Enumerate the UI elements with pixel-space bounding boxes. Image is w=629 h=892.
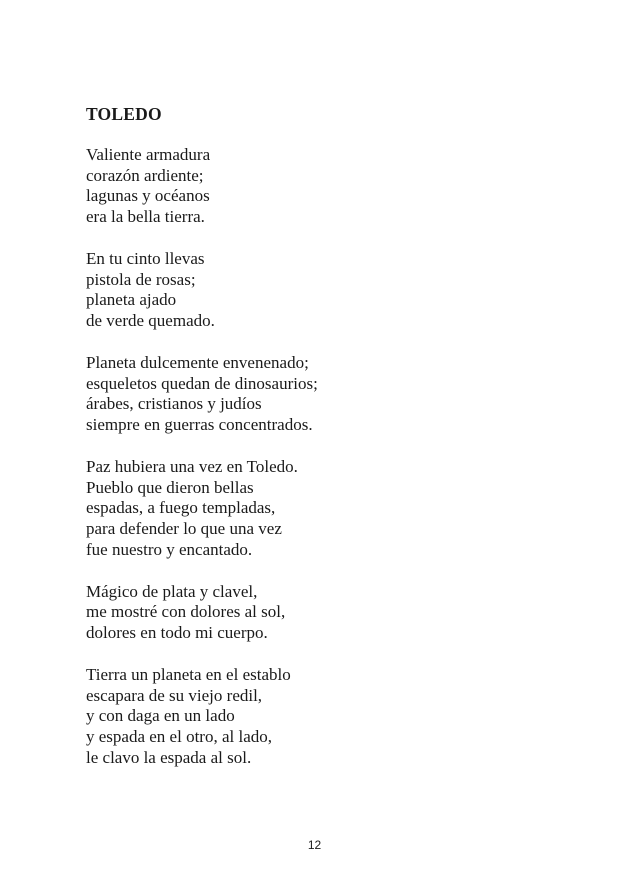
- poem: [86, 104, 566, 790]
- poem-line: y espada en el otro, al lado,: [86, 727, 272, 747]
- poem-title: TOLEDO: [86, 104, 162, 124]
- poem-line: corazón ardiente;: [86, 165, 204, 185]
- stanza: [86, 353, 566, 436]
- poem-line: pistola de rosas;: [86, 269, 196, 289]
- poem-line: para defender lo que una vez: [86, 519, 282, 539]
- stanza: [86, 457, 566, 561]
- stanza: [86, 582, 566, 644]
- poem-line: Tierra un planeta en el establo: [86, 664, 291, 684]
- poem-line: Pueblo que dieron bellas: [86, 477, 254, 497]
- poem-line: Mágico de plata y clavel,: [86, 581, 258, 601]
- poem-line: esqueletos quedan de dinosaurios;: [86, 373, 318, 393]
- poem-line: fue nuestro y encantado.: [86, 539, 253, 559]
- poem-line: y con daga en un lado: [86, 706, 235, 726]
- poem-line: Paz hubiera una vez en Toledo.: [86, 456, 298, 476]
- poem-line: era la bella tierra.: [86, 207, 205, 227]
- poem-body: [86, 145, 566, 769]
- poem-line: lagunas y océanos: [86, 186, 210, 206]
- stanza: [86, 249, 566, 332]
- page-number: 12: [307, 838, 322, 852]
- poem-line: de verde quemado.: [86, 311, 215, 331]
- poem-line: árabes, cristianos y judíos: [86, 394, 262, 414]
- poem-line: En tu cinto llevas: [86, 248, 205, 268]
- poem-line: espadas, a fuego templadas,: [86, 498, 276, 518]
- poem-line: siempre en guerras concentrados.: [86, 415, 313, 435]
- poem-line: me mostré con dolores al sol,: [86, 602, 286, 622]
- stanza: [86, 145, 566, 228]
- stanza: [86, 665, 566, 769]
- poem-line: escapara de su viejo redil,: [86, 685, 263, 705]
- poem-line: Valiente armadura: [86, 144, 211, 164]
- poem-line: le clavo la espada al sol.: [86, 747, 252, 767]
- poem-line: planeta ajado: [86, 290, 177, 310]
- poem-line: dolores en todo mi cuerpo.: [86, 623, 268, 643]
- poem-line: Planeta dulcemente envenenado;: [86, 352, 309, 372]
